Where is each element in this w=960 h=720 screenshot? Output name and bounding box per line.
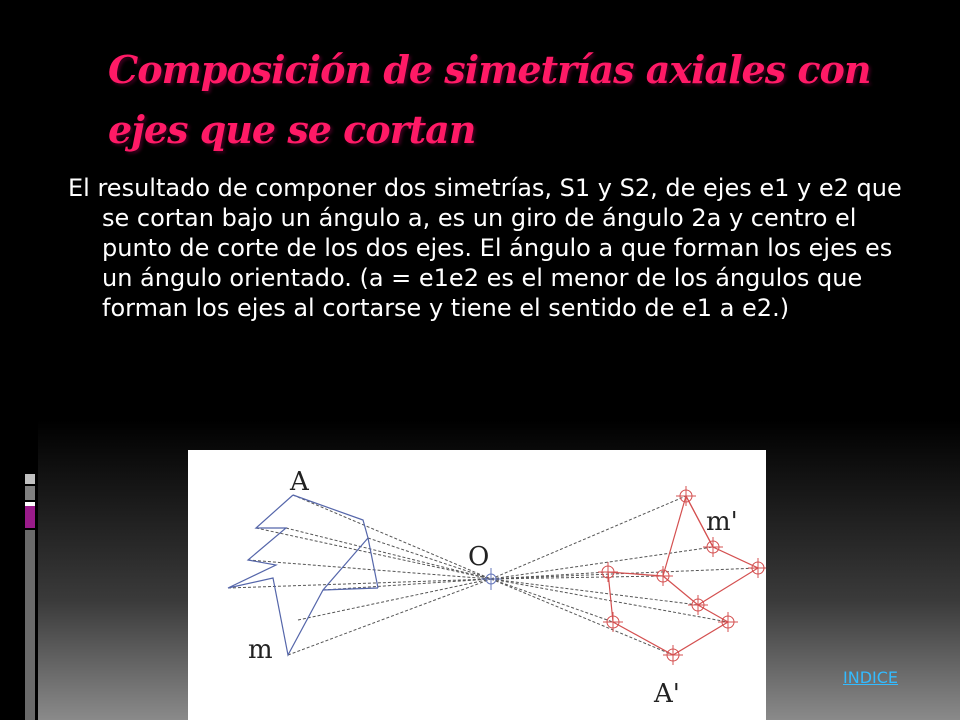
label-a: A xyxy=(290,467,309,497)
crosshair-marker xyxy=(688,595,708,615)
label-a-prime: A' xyxy=(654,679,680,709)
crosshair-marker xyxy=(663,645,683,665)
strip-mark-gray xyxy=(25,486,35,500)
crosshair-marker xyxy=(676,486,696,506)
left-decoration-strip xyxy=(0,0,38,720)
rotation-diagram xyxy=(188,450,766,720)
original-figure-edge xyxy=(368,538,378,588)
rotated-figure-edge xyxy=(663,576,698,605)
label-m-prime: m' xyxy=(706,507,738,537)
strip-mark-light xyxy=(25,530,35,720)
crosshair-marker xyxy=(718,612,738,632)
label-o: O xyxy=(468,542,490,572)
original-figure-m xyxy=(228,495,368,655)
crosshair-marker xyxy=(598,562,618,582)
rotated-vertex-markers xyxy=(598,486,766,665)
slide-body-text: El resultado de componer dos simetrías, S1 y S2, de ejes e1 y e2 que se cortan bajo un ángulo a, es un giro de ángulo 2a y centro el punto de corte de los dos ejes. El ángulo a que forman los ejes es un ángulo orientado. (a = e1e2 es el menor de los ángulos que forman los ejes al cortarse y tiene el sentido de e1 a e2.) xyxy=(68,174,902,322)
crosshair-marker xyxy=(653,566,673,586)
construction-lines xyxy=(228,495,758,655)
strip-mark-purple xyxy=(25,506,35,528)
slide-title: Composición de simetrías axiales con ejes que se cortan xyxy=(108,47,871,152)
crosshair-marker xyxy=(603,612,623,632)
label-m: m xyxy=(248,635,273,665)
index-link[interactable]: INDICE xyxy=(843,668,899,687)
crosshair-marker xyxy=(703,537,723,557)
strip-mark-red xyxy=(25,474,35,484)
crosshair-marker xyxy=(748,558,766,578)
rotation-figure xyxy=(188,450,766,720)
